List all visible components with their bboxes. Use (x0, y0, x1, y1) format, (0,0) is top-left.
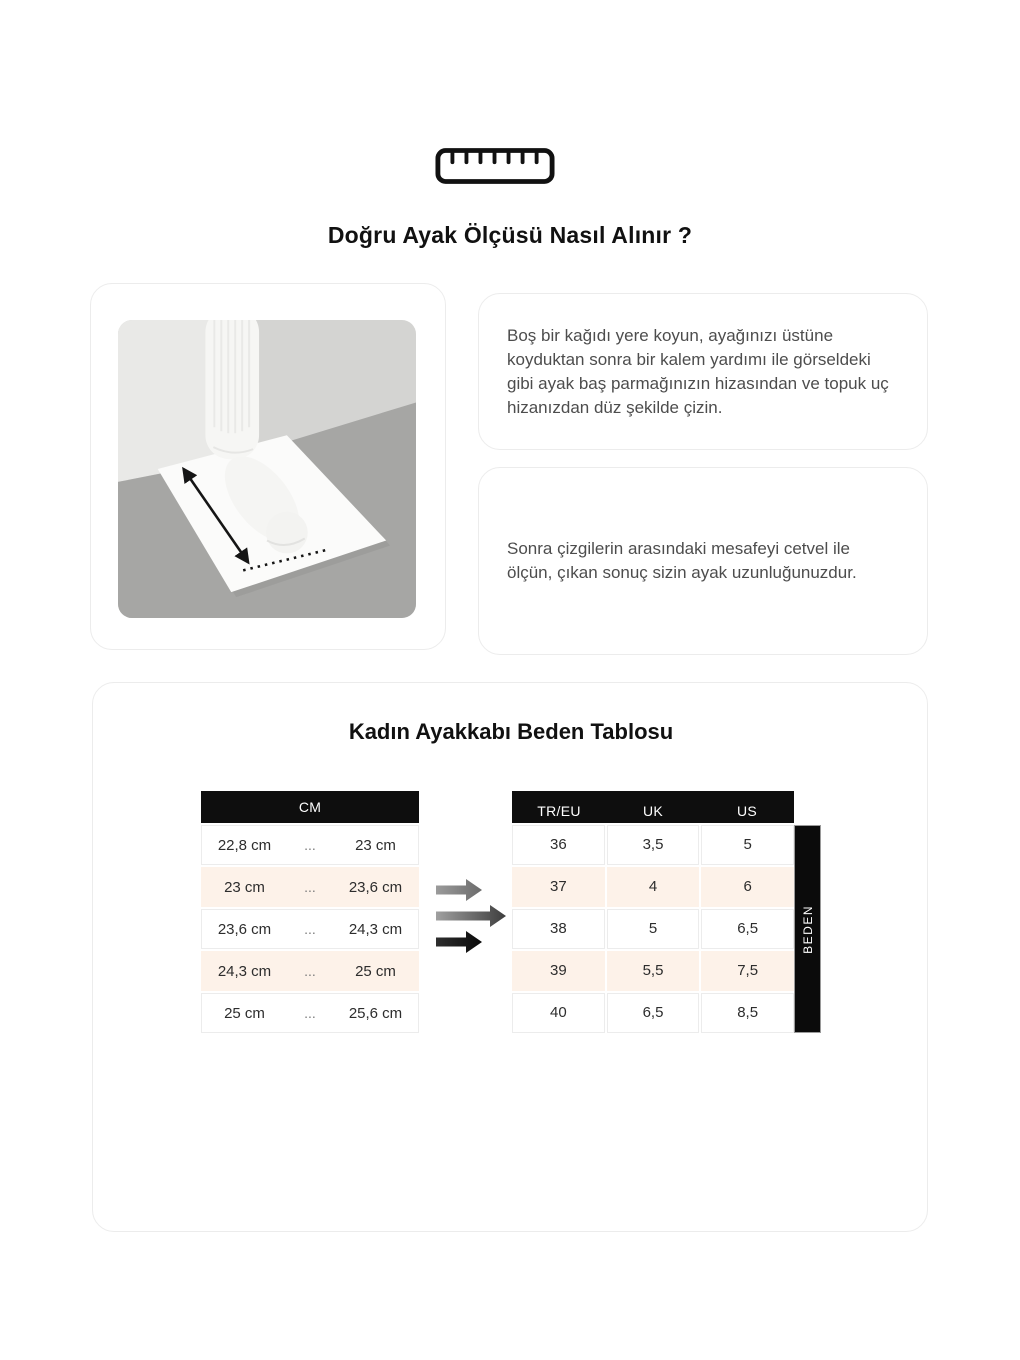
cm-table (201, 791, 419, 1035)
beden-label-strip (794, 825, 821, 1033)
cm-row-5: 25 cm ... 25,6 cm (201, 993, 419, 1033)
instruction-card-measure (478, 467, 928, 655)
transfer-arrows-icon (434, 877, 506, 955)
size-row-4: 39 5,5 7,5 (512, 951, 794, 991)
ruler-icon (435, 147, 555, 185)
cm-table-header: CM (201, 791, 419, 823)
header-tr-eu: TR/EU (537, 803, 581, 819)
size-row-3: 38 5 6,5 (512, 909, 794, 949)
header-uk: UK (642, 803, 664, 819)
cm-row-2: 23 cm ... 23,6 cm (201, 867, 419, 907)
instruction-text-draw: Boş bir kağıdı yere koyun, ayağınızı üstüne koyduktan sonra bir kalem yardımı ile görseldeki gibi ayak baş parmağınızın hizasından ve topuk uç hizanızdan düz şekilde çizin. (507, 325, 889, 417)
page-title: Doğru Ayak Ölçüsü Nasıl Alınır ? (327, 222, 693, 248)
size-row-2: 37 4 6 (512, 867, 794, 907)
size-chart-card (92, 682, 928, 1232)
size-chart-title: Kadın Ayakkabı Beden Tablosu (348, 719, 674, 744)
size-table (512, 791, 794, 1035)
foot-measurement-photo (118, 320, 416, 618)
header-us: US (736, 803, 758, 819)
instruction-card-draw (478, 293, 928, 450)
photo-card (90, 283, 446, 650)
cm-row-3: 23,6 cm ... 24,3 cm (201, 909, 419, 949)
size-table-header (512, 791, 794, 823)
cm-row-4: 24,3 cm ... 25 cm (201, 951, 419, 991)
cm-row-1: 22,8 cm ... 23 cm (201, 825, 419, 865)
instruction-text-measure: Sonra çizgilerin arasındaki mesafeyi cetvel ile ölçün, çıkan sonuç sizin ayak uzunluğunuzdur. (507, 539, 857, 582)
size-row-5: 40 6,5 8,5 (512, 993, 794, 1033)
size-row-1: 36 3,5 5 (512, 825, 794, 865)
beden-label: BEDEN (800, 904, 815, 954)
